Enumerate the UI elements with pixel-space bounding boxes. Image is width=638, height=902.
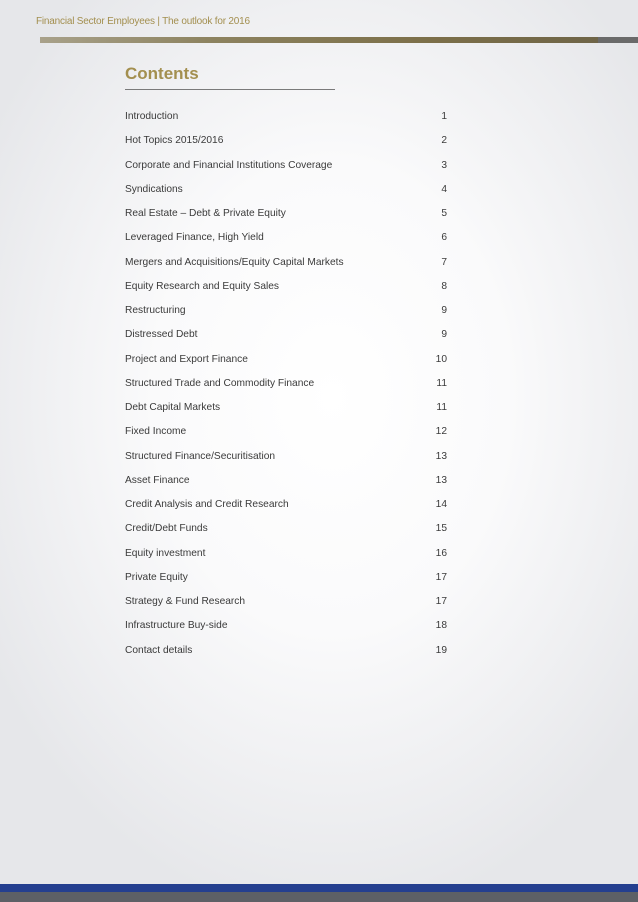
toc-entry-page-number: 14 <box>435 499 447 510</box>
toc-entry[interactable] <box>125 350 455 374</box>
toc-entry[interactable] <box>125 374 455 398</box>
toc-entry-title: Private Equity <box>125 571 188 583</box>
footer-bar-blue <box>0 884 638 892</box>
toc-entry-title: Credit/Debt Funds <box>125 523 208 535</box>
toc-entry-title: Infrastructure Buy-side <box>125 620 228 632</box>
toc-entry-page-number: 4 <box>441 183 447 195</box>
toc-entry[interactable] <box>125 398 455 422</box>
toc-entry-page-number: 13 <box>435 450 447 462</box>
toc-entry-title: Equity investment <box>125 547 206 559</box>
toc-entry-title: Structured Trade and Commodity Finance <box>125 377 315 389</box>
footer-bar-grey <box>0 892 638 902</box>
header-rule <box>40 37 598 43</box>
running-header: Financial Sector Employees | The outlook for 2016 <box>36 16 250 27</box>
toc-entry[interactable] <box>125 180 455 204</box>
toc-entry[interactable] <box>125 519 455 543</box>
toc-entry[interactable] <box>125 131 455 155</box>
toc-entry[interactable] <box>125 471 455 495</box>
toc-entry-title: Restructuring <box>125 305 186 316</box>
toc-entry-page-number: 16 <box>435 547 447 559</box>
toc-entry-page-number: 17 <box>435 571 447 583</box>
toc-entry[interactable] <box>125 107 455 131</box>
table-of-contents <box>125 107 455 665</box>
toc-entry-page-number: 7 <box>441 256 447 268</box>
toc-entry-title: Real Estate – Debt & Private Equity <box>125 208 286 219</box>
toc-entry-page-number: 2 <box>441 135 447 147</box>
toc-entry-title: Strategy & Fund Research <box>125 596 246 607</box>
toc-entry-title: Contact details <box>125 644 193 656</box>
toc-entry-page-number: 17 <box>435 596 447 607</box>
toc-entry-page-number: 8 <box>441 280 447 292</box>
toc-entry[interactable] <box>125 568 455 592</box>
header-rule-end <box>598 37 638 43</box>
toc-entry[interactable] <box>125 422 455 446</box>
toc-entry-title: Distressed Debt <box>125 329 198 341</box>
toc-entry-page-number: 3 <box>441 159 447 171</box>
toc-entry-title: Leveraged Finance, High Yield <box>125 232 264 244</box>
toc-entry-page-number: 11 <box>436 402 447 413</box>
title-underline <box>125 89 335 90</box>
toc-entry[interactable] <box>125 325 455 349</box>
toc-entry[interactable] <box>125 156 455 180</box>
toc-entry-title: Debt Capital Markets <box>125 402 221 413</box>
toc-entry-page-number: 18 <box>435 620 447 632</box>
toc-entry-page-number: 9 <box>441 305 447 316</box>
toc-entry[interactable] <box>125 228 455 252</box>
toc-entry-page-number: 6 <box>441 232 447 244</box>
toc-entry-page-number: 5 <box>441 208 447 219</box>
toc-entry-title: Introduction <box>125 111 179 122</box>
toc-entry[interactable] <box>125 544 455 568</box>
toc-entry[interactable] <box>125 447 455 471</box>
toc-entry-title: Corporate and Financial Institutions Coverage <box>125 159 333 171</box>
toc-entry[interactable] <box>125 495 455 519</box>
toc-entry-title: Mergers and Acquisitions/Equity Capital Markets <box>125 256 344 268</box>
toc-entry-title: Project and Export Finance <box>125 353 248 365</box>
toc-entry[interactable] <box>125 616 455 640</box>
toc-entry-page-number: 19 <box>435 644 447 656</box>
toc-entry[interactable] <box>125 253 455 277</box>
toc-entry[interactable] <box>125 301 455 325</box>
toc-entry-page-number: 12 <box>435 426 447 438</box>
toc-entry-page-number: 13 <box>435 474 447 486</box>
toc-entry[interactable] <box>125 277 455 301</box>
toc-entry-page-number: 11 <box>436 377 447 389</box>
page-title: Contents <box>125 64 199 83</box>
toc-entry-page-number: 10 <box>435 353 447 365</box>
toc-entry-title: Hot Topics 2015/2016 <box>125 135 224 147</box>
toc-entry-page-number: 15 <box>435 523 447 535</box>
toc-entry[interactable] <box>125 204 455 228</box>
toc-entry-page-number: 1 <box>441 111 447 122</box>
toc-entry-title: Credit Analysis and Credit Research <box>125 499 289 510</box>
toc-entry-page-number: 9 <box>441 329 447 341</box>
toc-entry-title: Equity Research and Equity Sales <box>125 280 280 292</box>
toc-entry[interactable] <box>125 592 455 616</box>
toc-entry-title: Structured Finance/Securitisation <box>125 450 276 462</box>
toc-entry-title: Asset Finance <box>125 474 190 486</box>
toc-entry-title: Fixed Income <box>125 426 187 438</box>
toc-entry-title: Syndications <box>125 183 183 195</box>
toc-entry[interactable] <box>125 641 455 665</box>
